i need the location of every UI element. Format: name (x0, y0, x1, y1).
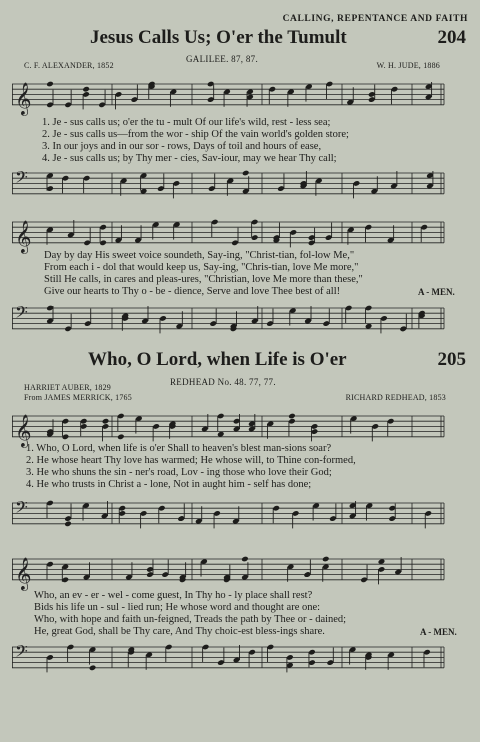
music-staff (12, 553, 444, 593)
tune-name: REDHEAD No. 48. 77, 77. (170, 377, 276, 387)
treble-clef-icon: 𝄞 (15, 556, 32, 590)
tune-name: GALILEE. 87, 87. (186, 54, 259, 64)
music-staff (12, 78, 444, 118)
composer-credit: W. H. JUDE, 1886 (376, 61, 440, 70)
bass-clef-icon: 𝄢 (15, 167, 28, 191)
hymn-number: 205 (437, 349, 466, 370)
verse-line: 3. In our joys and in our sor - rows, Days of toil and hours of ease, (42, 141, 322, 152)
verse-line: 2. He whose heart Thy love has warmed; He whose will, to Thine con-formed, (26, 455, 356, 466)
bass-clef-icon: 𝄢 (15, 497, 28, 521)
music-staff (12, 497, 444, 537)
treble-clef-icon: 𝄞 (15, 219, 32, 253)
hymn-number: 204 (437, 27, 466, 48)
hymn-title: Jesus Calls Us; O'er the Tumult (90, 27, 347, 48)
refrain-line: Still He calls, in cares and pleas-ures, "Christian, love Me more than these," (44, 274, 363, 285)
refrain-line: Give our hearts to Thy o - be - dience, Serve and love Thee best of all! (44, 286, 341, 297)
music-staff (12, 302, 444, 342)
refrain-line: From each i - dol that would keep us, Say-ing, "Chris-tian, love Me more," (44, 262, 359, 273)
section-heading: CALLING, REPENTANCE AND FAITH (282, 14, 468, 24)
author-credit: From JAMES MERRICK, 1765 (24, 393, 132, 402)
composer-credit: RICHARD REDHEAD, 1853 (345, 393, 446, 402)
refrain-line: He, great God, shall be Thy care, And Thy choic-est bless-ings share. (34, 626, 325, 637)
amen-label: A - MEN. (418, 287, 455, 297)
treble-clef-icon: 𝄞 (15, 81, 32, 115)
verse-line: 2. Je - sus calls us—from the wor - ship Of the vain world's golden store; (42, 129, 349, 140)
verse-line: 3. He who shuns the sin - ner's road, Lov - ing those who love their God; (26, 467, 332, 478)
treble-clef-icon: 𝄞 (15, 413, 32, 447)
hymn-title: Who, O Lord, when Life is O'er (88, 349, 347, 370)
bass-clef-icon: 𝄢 (15, 641, 28, 665)
refrain-line: Who, with hope and faith un-feigned, Treads the path by Thee or - dained; (34, 614, 347, 625)
amen-label: A - MEN. (420, 627, 457, 637)
author-credit: C. F. ALEXANDER, 1852 (24, 61, 114, 70)
verse-line: 1. Who, O Lord, when life is o'er Shall to heaven's blest man-sions soar? (26, 443, 332, 454)
verse-line: 4. Je - sus calls us; by Thy mer - cies, Sav-iour, may we hear Thy call; (42, 153, 337, 164)
verse-line: 4. He who trusts in Christ a - lone, Not in aught him - self has done; (26, 479, 312, 490)
bass-clef-icon: 𝄢 (15, 302, 28, 326)
verse-line: 1. Je - sus calls us; o'er the tu - mult Of our life's wild, rest - less sea; (42, 117, 331, 128)
music-staff (12, 167, 444, 207)
refrain-line: Who, an ev - er - wel - come guest, In Thy ho - ly place shall rest? (34, 590, 313, 601)
refrain-line: Day by day His sweet voice soundeth, Say-ing, "Christ-tian, fol-low Me," (44, 250, 355, 261)
refrain-line: Bids his life un - sul - lied run; He whose word and thought are one: (34, 602, 321, 613)
author-credit: HARRIET AUBER, 1829 (24, 383, 111, 392)
music-staff (12, 641, 444, 681)
